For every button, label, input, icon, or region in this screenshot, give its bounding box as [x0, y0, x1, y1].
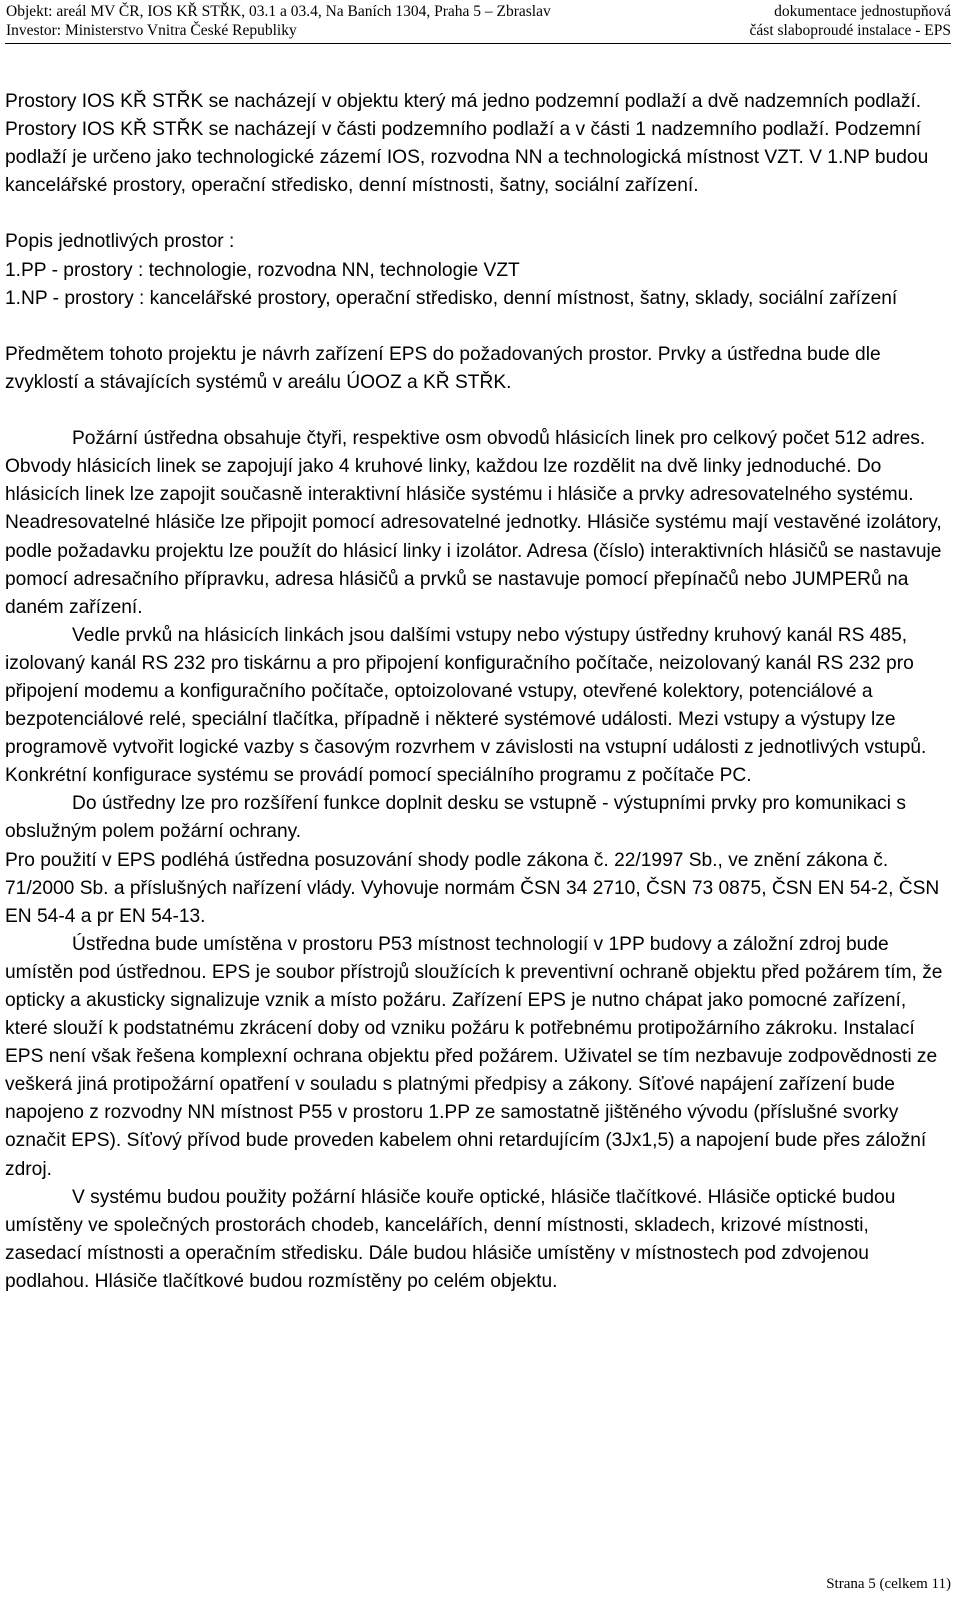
io-paragraph: Vedle prvků na hlásicích linkách jsou dalšími vstupy nebo výstupy ústředny kruhový kanál RS 485, izolovaný kanál RS 232 pro tiskárnu a pro připojení konfiguračního počítače, neizolovaný kanál RS 232 pro připojení modemu a konfiguračního počítače, optoizolované vstupy, otevřené kolektory, potenciálové a bezpotenciálové relé, speciální tlačítka, případně i některé systémové události. Mezi vstupy a výstupy lze programově vytvořit logické vazby s časovým rozvrhem v závislosti na vstupní události z jednotlivých vstupů. Konkrétní konfigurace systému se provádí pomocí speciálního programu z počítače PC. — [5, 624, 927, 787]
paragraph-gap — [5, 397, 945, 425]
control-panel-paragraph: Požární ústředna obsahuje čtyři, respektive osm obvodů hlásicích linek pro celkový počet 512 adres. Obvody hlásicích linek se zapojují jako 4 kruhové linky, každou lze rozdělit na dvě linky jednoduché. Do hlásicích linek lze zapojit současně interaktivní hlásiče systému i hlásiče a prvky adresovatelného systému. Neadresovatelné hlásiče lze připojit pomocí adresovatelné jednotky. Hlásiče systému mají vestavěné izolátory, podle požadavku projektu lze použít do hlásicí linky i izolátor. Adresa (číslo) interaktivních hlásičů se nastavuje pomocí adresačního přípravku, adresa hlásičů a prvků se nastavuje pomocí přepínačů nebo JUMPERů na daném zařízení. — [5, 428, 942, 618]
compliance-paragraph: Pro použití v EPS podléhá ústředna posuzování shody podle zákona č. 22/1997 Sb., ve znění zákona č. 71/2000 Sb. a příslušných nařízení vlády. Vyhovuje normám ČSN 34 2710, ČSN 73 0875, ČSN EN 54-2, ČSN EN 54-4 a pr EN 54-13. — [5, 849, 940, 927]
document-body — [5, 88, 945, 1296]
description-1pp: 1.PP - prostory : technologie, rozvodna NN, technologie VZT — [5, 259, 520, 281]
header-divider — [5, 43, 951, 44]
header-section: část slaboproudé instalace - EPS — [749, 22, 951, 39]
document-header — [6, 2, 951, 42]
header-doc-type: dokumentace jednostupňová — [774, 3, 951, 20]
paragraph-gap — [5, 313, 945, 341]
description-heading: Popis jednotlivých prostor : — [5, 231, 235, 253]
intro-paragraph: Prostory IOS KŘ STŘK se nacházejí v objektu který má jedno podzemní podlaží a dvě nadzemních podlaží. Prostory IOS KŘ STŘK se nacházejí v části podzemního podlaží a v části 1 nadzemního podlaží. Podzemní podlaží je určeno jako technologické zázemí IOS, rozvodna NN a technologická místnost VZT. V 1.NP budou kancelářské prostory, operační středisko, denní místnosti, šatny, sociální zařízení. — [5, 91, 929, 197]
description-1np: 1.NP - prostory : kancelářské prostory, operační středisko, denní místnost, šatny, sklady, sociální zařízení — [5, 287, 898, 309]
header-project: Objekt: areál MV ČR, IOS KŘ STŘK, 03.1 a 03.4, Na Baních 1304, Praha 5 – Zbraslav — [6, 3, 551, 20]
header-row-1 — [6, 2, 951, 21]
placement-paragraph: Ústředna bude umístěna v prostoru P53 místnost technologií v 1PP budovy a záložní zdroj bude umístěn pod ústřednou. EPS je soubor přístrojů sloužících k preventivní ochraně objektu před požárem tím, že opticky a akusticky signalizuje vznik a místo požáru. Zařízení EPS je nutno chápat jako pomocné zařízení, které slouží k podstatnému zkrácení doby od vzniku požáru k potřebnému protipožárního zákroku. Instalací EPS není však řešena komplexní ochrana objektu před požárem. Uživatel se tím nezbavuje zodpovědnosti ze veškerá jiná protipožární opatření v souladu s platnými předpisy a zákony. Síťové napájení zařízení bude napojeno z rozvodny NN místnost P55 v prostoru 1.PP ze samostatně jištěného vývodu (příslušné svorky označit EPS). Síťový přívod bude proveden kabelem ohni retardujícím (3Jx1,5) a napojení bude přes záložní zdroj. — [5, 933, 943, 1180]
project-scope-paragraph: Předmětem tohoto projektu je návrh zařízení EPS do požadovaných prostor. Prvky a ústředna bude dle zvyklostí a stávajících systémů v areálu ÚOOZ a KŘ STŘK. — [5, 343, 881, 393]
extension-paragraph: Do ústředny lze pro rozšíření funkce doplnit desku se vstupně - výstupními prvky pro komunikaci s obslužným polem požární ochrany. — [5, 793, 906, 843]
header-investor: Investor: Ministerstvo Vnitra České Republiky — [6, 22, 297, 39]
paragraph-gap — [5, 200, 945, 228]
page-number: Strana 5 (celkem 11) — [826, 1576, 951, 1592]
header-row-2 — [6, 21, 951, 40]
detectors-paragraph: V systému budou použity požární hlásiče kouře optické, hlásiče tlačítkové. Hlásiče optické budou umístěny ve společných prostorách chodeb, kancelářích, denní místnosti, skladech, krizové místnosti, zasedací místnosti a operačním středisku. Dále budou hlásiče umístěny v místnostech pod zdvojenou podlahou. Hlásiče tlačítkové budou rozmístěny po celém objektu. — [5, 1186, 896, 1292]
